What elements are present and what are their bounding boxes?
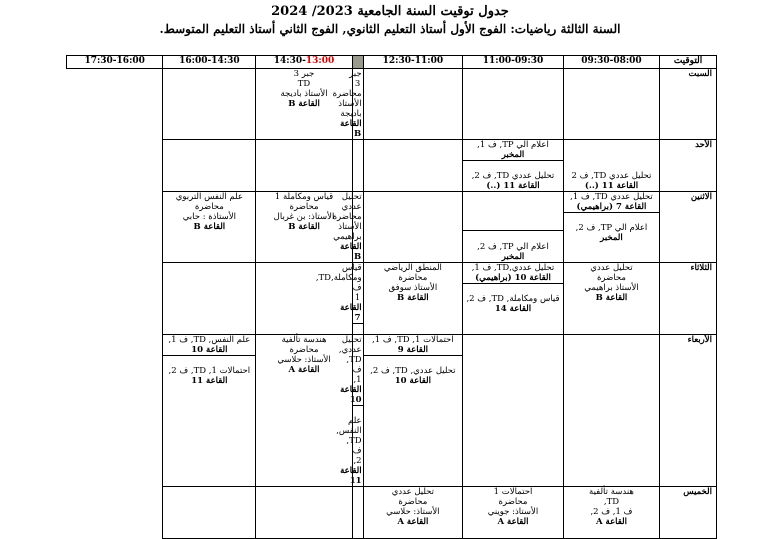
tue-slot-1 bbox=[563, 263, 659, 335]
room: القاعة 11 (..) bbox=[486, 181, 540, 191]
mon-slot-6 bbox=[163, 192, 256, 263]
course-name: اعلام الي TP, ف 2, bbox=[575, 223, 648, 233]
course-name: احتمالات 1 bbox=[493, 487, 533, 497]
room: القاعة A bbox=[595, 517, 627, 527]
session-type: محاضرة bbox=[289, 345, 319, 355]
room: القاعة B bbox=[397, 293, 429, 303]
room: المخبر bbox=[501, 252, 525, 262]
room: القاعة B bbox=[340, 242, 362, 262]
room: القاعة 11 bbox=[191, 376, 228, 386]
course-name: هندسة تألفية bbox=[281, 335, 327, 345]
room: القاعة A bbox=[497, 517, 529, 527]
course-name: قياس ومكاملة,TD, ف 1 bbox=[315, 263, 362, 303]
room: القاعة A bbox=[397, 517, 429, 527]
room: القاعة B bbox=[193, 222, 226, 232]
session-type: محاضرة bbox=[194, 202, 224, 212]
course-name: احتمالات 1, TD, ف 1, bbox=[372, 335, 454, 345]
wed-slot-3 bbox=[363, 335, 463, 487]
session-type: TD bbox=[297, 79, 311, 89]
mon-slot-4 bbox=[332, 192, 363, 263]
course-name: علم النفس, TD, ف 1, bbox=[168, 335, 251, 345]
row-tuesday bbox=[67, 263, 717, 335]
tue-slot-3 bbox=[363, 263, 463, 335]
course-name: المنطق الرياضي bbox=[383, 263, 442, 273]
tue-slot-6 bbox=[163, 263, 256, 335]
wed-slot-2 bbox=[463, 335, 564, 487]
course-name: اعلام الي TP, ف 2, bbox=[477, 242, 549, 252]
lunch-break-column bbox=[352, 56, 363, 69]
thu-slot-3 bbox=[363, 487, 463, 539]
session-type: محاضرة bbox=[398, 497, 428, 507]
page-title: جدول توقيت السنة الجامعية 2023/ 2024 bbox=[271, 4, 509, 19]
tue-slot-2 bbox=[463, 263, 564, 335]
row-sunday bbox=[67, 140, 717, 192]
room: المخبر bbox=[501, 150, 525, 160]
wed-slot-4 bbox=[336, 335, 363, 487]
sun-slot-3 bbox=[363, 140, 463, 192]
session-type: محاضرة bbox=[332, 212, 362, 222]
room: القاعة 10 (براهيمي) bbox=[475, 273, 551, 283]
room: القاعة 10 bbox=[191, 345, 228, 355]
course-name: اعلام الي TP, ف 1, bbox=[477, 140, 549, 150]
teacher: الأستاذ: بن غربال bbox=[273, 212, 335, 222]
teacher: الأستاذ: حلاسي bbox=[386, 507, 440, 517]
room: القاعة 11 bbox=[340, 466, 362, 486]
sat-slot-4 bbox=[332, 69, 363, 140]
course-name: تحليل عددي bbox=[341, 192, 362, 212]
room: المخبر bbox=[600, 233, 623, 243]
course-name: جبر 3 bbox=[349, 69, 362, 89]
sun-slot-4 bbox=[352, 140, 363, 192]
room: القاعة A bbox=[288, 365, 320, 375]
wed-slot-5 bbox=[256, 335, 352, 487]
course-name: تحليل عددي TD, ف 2 bbox=[571, 171, 652, 181]
teacher: الأستاذ باديجة bbox=[338, 99, 362, 119]
day-sunday: الأحد bbox=[660, 140, 717, 192]
room: القاعة B bbox=[340, 119, 362, 139]
course-name: تحليل عددي, TD, ف 1, bbox=[338, 335, 362, 385]
course-name: تحليل عددي,TD, ف 1, bbox=[471, 263, 555, 273]
session-type: محاضرة bbox=[289, 202, 319, 212]
course-name: جبر 3 bbox=[293, 69, 315, 79]
course-name: تحليل عددي bbox=[391, 487, 435, 497]
course-name: احتمالات 1, TD, ف 2, bbox=[168, 366, 251, 376]
session-type: محاضرة bbox=[398, 273, 428, 283]
mon-slot-2 bbox=[463, 192, 564, 263]
room: القاعة B bbox=[288, 99, 320, 109]
row-saturday bbox=[67, 69, 717, 140]
timetable bbox=[66, 55, 717, 539]
slot-5-header: 16:00-14:30 bbox=[163, 56, 256, 69]
thu-slot-1 bbox=[563, 487, 659, 539]
room: القاعة 10 bbox=[394, 376, 431, 386]
sat-slot-6 bbox=[163, 69, 256, 140]
course-name: قياس ومكاملة, TD, ف 2, bbox=[466, 294, 560, 304]
mon-slot-3 bbox=[363, 192, 463, 263]
session-type: محاضرة bbox=[596, 273, 626, 283]
teacher: الأستاذ براهيمي bbox=[333, 222, 362, 242]
slot-4-header bbox=[256, 56, 352, 69]
slot-1-header: 09:30-08:00 bbox=[563, 56, 659, 69]
sat-slot-1 bbox=[563, 69, 659, 140]
session-type: محاضرة bbox=[332, 89, 362, 99]
teacher: الأستاذ: حلاسي bbox=[277, 355, 331, 365]
day-monday: الاثنين bbox=[660, 192, 717, 263]
day-saturday: السبت bbox=[660, 69, 717, 140]
sun-slot-6 bbox=[163, 140, 256, 192]
slot-2-header: 11:00-09:30 bbox=[463, 56, 564, 69]
teacher: الأستاذة : حابي bbox=[182, 212, 236, 222]
course-name: قياس ومكاملة 1 bbox=[274, 192, 334, 202]
row-wednesday bbox=[67, 335, 717, 487]
session-type: محاضرة bbox=[498, 497, 528, 507]
slot-4-end: 13:00 bbox=[305, 56, 335, 66]
course-name: تحليل عددي TD, ف 2, bbox=[471, 171, 555, 181]
thu-slot-6 bbox=[163, 487, 256, 539]
sat-slot-2 bbox=[463, 69, 564, 140]
thu-slot-5 bbox=[256, 487, 352, 539]
room: القاعة B bbox=[595, 293, 628, 303]
tue-slot-4 bbox=[315, 263, 363, 335]
room: القاعة 10 bbox=[340, 385, 362, 405]
thu-slot-4 bbox=[352, 487, 363, 539]
time-label: التوقيت bbox=[660, 56, 717, 69]
wed-slot-1 bbox=[563, 335, 659, 487]
page-subtitle: السنة الثالثة رياضيات: الفوج الأول أستاذ التعليم الثانوي, الفوج الثاني أستاذ التعليم المتوسط. bbox=[159, 22, 621, 36]
course-name: تحليل عددي, TD, ف 2, bbox=[370, 366, 456, 376]
course-name: تحليل عددي bbox=[590, 263, 633, 273]
wed-slot-6 bbox=[163, 335, 256, 487]
day-thursday: الخميس bbox=[660, 487, 717, 539]
room: القاعة 11 (..) bbox=[584, 181, 639, 191]
sun-slot-1 bbox=[563, 140, 659, 192]
course-name: هندسة تألفية bbox=[589, 487, 634, 497]
teacher: الأستاذ سوفق bbox=[388, 283, 438, 293]
row-monday bbox=[67, 192, 717, 263]
course-name: علم النفس, TD, ف 2, bbox=[336, 416, 362, 466]
room: القاعة B bbox=[288, 222, 320, 232]
teacher: الأستاذ براهيمي bbox=[584, 283, 639, 293]
day-tuesday: الثلاثاء bbox=[660, 263, 717, 335]
slot-4-start: 14:30- bbox=[273, 56, 306, 66]
course-name: تحليل عددي TD, ف 1, bbox=[570, 192, 653, 202]
room: القاعة 14 bbox=[494, 304, 532, 314]
sun-slot-2 bbox=[463, 140, 564, 192]
header-row bbox=[67, 56, 717, 69]
room: القاعة 7 (براهيمي) bbox=[576, 202, 647, 212]
day-wednesday: الأربعاء bbox=[660, 335, 717, 487]
mon-slot-1 bbox=[563, 192, 659, 263]
row-thursday bbox=[67, 487, 717, 539]
course-name: علم النفس التربوي bbox=[175, 192, 243, 202]
slot-3-header: 12:30-11:00 bbox=[363, 56, 463, 69]
session-type: TD, bbox=[603, 497, 620, 507]
sat-slot-3 bbox=[363, 69, 463, 140]
groups: ف 1, ف 2, bbox=[590, 507, 633, 517]
slot-6-header: 17:30-16:00 bbox=[67, 56, 163, 69]
teacher: الأستاذ: جويني bbox=[487, 507, 539, 517]
teacher: الأستاذ باديجة bbox=[280, 89, 328, 99]
room: القاعة 9 bbox=[397, 345, 429, 355]
thu-slot-2 bbox=[463, 487, 564, 539]
sun-slot-5 bbox=[256, 140, 352, 192]
room: القاعة 7 bbox=[340, 303, 362, 323]
